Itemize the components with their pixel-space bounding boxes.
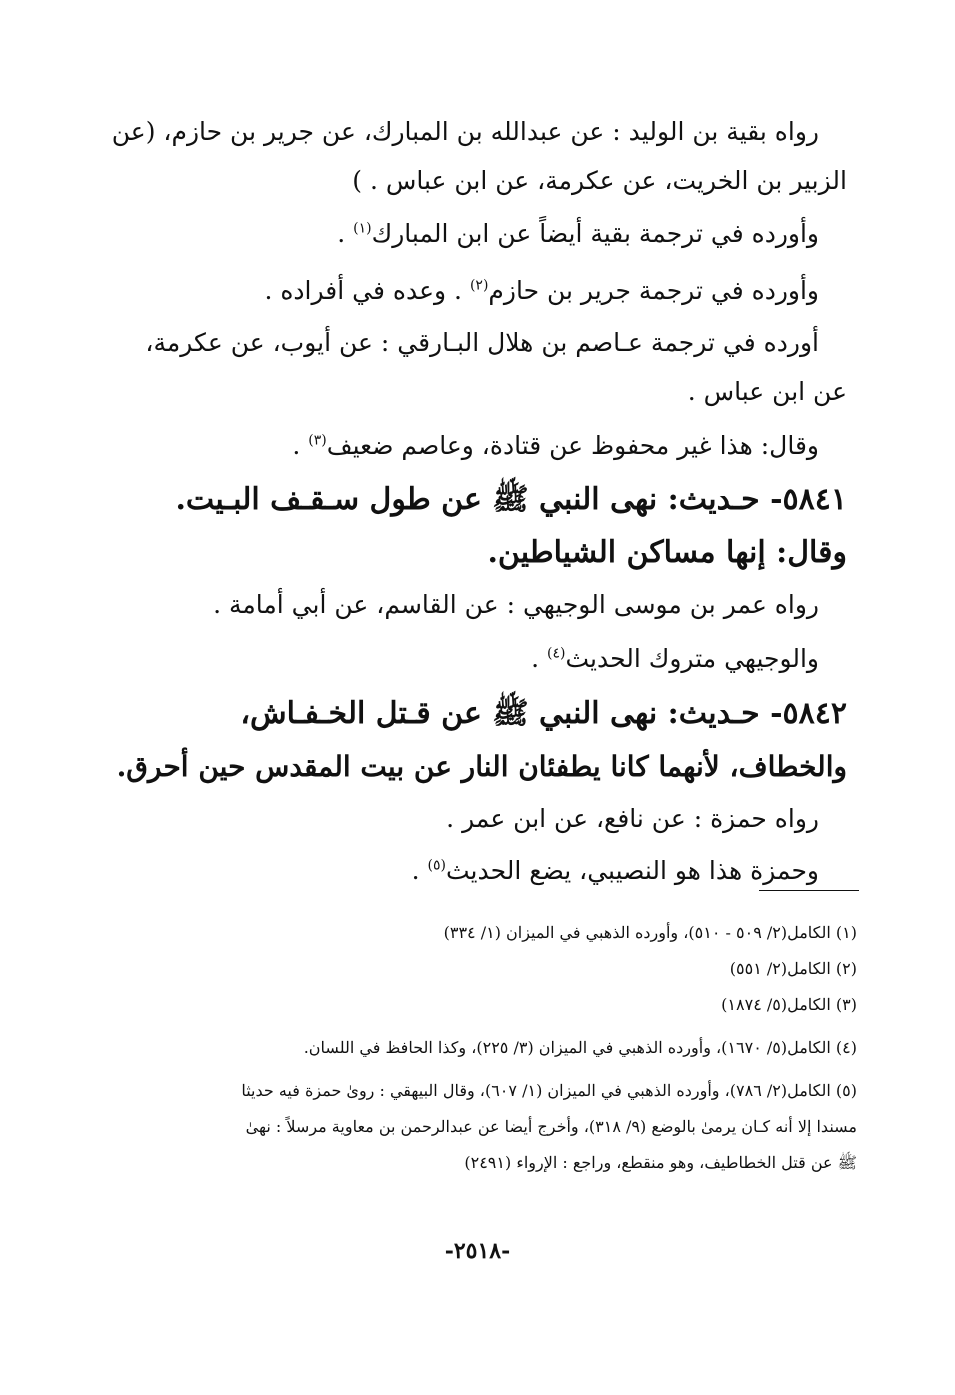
paragraph-line: رواه حمزة : عن نافع، عن ابن عمر . — [446, 804, 819, 833]
footnote: (٤) الكامل(٥/ ١٦٧٠)، وأورده الذهبي في الميزان (٣/ ٢٢٥)، وكذا الحافظ في اللسان. — [303, 1038, 857, 1057]
paragraph — [105, 418, 847, 474]
footnotes — [97, 915, 857, 1181]
paragraph-text: والوجيهي متروك الحديث — [565, 644, 819, 673]
paragraph-text: . وعده في أفراده . — [264, 276, 470, 305]
hadith-heading-line: والخطاف، لأنهما كانا يطفئان النار عن بيت المقدس حين أحرق. — [116, 750, 847, 783]
paragraph-text: وحمزة هذا هو النصيبي، يضع الحديث — [445, 856, 819, 885]
hadith-heading-line: ٥٨٤١- حـديث: نهى النبي ﷺ عن طول سـقـف البـيت. — [175, 482, 847, 517]
paragraph-text: وأورده في ترجمة بقية أيضاً عن ابن المبارك — [371, 219, 819, 248]
page-number: -٢٥١٨- — [444, 1238, 511, 1264]
footnote-separator — [759, 890, 859, 891]
footnote-ref: (٢) — [469, 277, 489, 294]
footnote-line: مسندا إلا أنه كـان يرمىٰ بالوضع (٩/ ٣١٨)، وأخرج أيضا عن عبدالرحمن بن معاوية مرسلاً : نهىٰ — [245, 1117, 857, 1136]
footnote-ref: (٣) — [308, 432, 327, 449]
paragraph-text: وأورده في ترجمة جرير بن حازم — [488, 276, 819, 305]
footnote: (٢) الكامل(٢/ ٥٥١) — [729, 959, 857, 978]
paragraph — [105, 206, 847, 262]
paragraph-line: رواه عمر بن موسى الوجيهي : عن القاسم، عن أبي أمامة . — [213, 590, 819, 619]
footnote-ref: (١) — [353, 220, 372, 237]
paragraph-text: . — [411, 856, 428, 885]
paragraph-line: رواه بقية بن الوليد : عن عبدالله بن المبارك، عن جرير بن حازم، (عن — [111, 117, 819, 146]
paragraph-line: الزبير بن الخريت، عن عكرمة، عن ابن عباس . ) — [352, 166, 847, 195]
paragraph-text: . — [337, 219, 354, 248]
footnote: (١) الكامل(٢/ ٥٠٩ - ٥١٠)، وأورده الذهبي في الميزان (١/ ٣٣٤) — [443, 923, 857, 942]
paragraph — [105, 844, 847, 898]
paragraph-line: أورده في ترجمة عـاصم بن هلال البـارقي : عن أيوب، عن عكرمة، — [145, 328, 819, 357]
paragraph-text: وقال: هذا غير محفوظ عن قتادة، وعاصم ضعيف — [326, 431, 819, 460]
main-text — [105, 108, 847, 898]
footnote-ref: (٤) — [546, 645, 566, 662]
paragraph-text: . — [531, 644, 547, 673]
footnote-line: (٥) الكامل(٢/ ٧٨٦)، وأورده الذهبي في الميزان (١/ ٦٠٧)، وقال البيهقي : روىٰ حمزة فيه حديثا — [241, 1081, 857, 1100]
paragraph-line: عن ابن عباس . — [687, 377, 847, 406]
paragraph-text: . — [292, 431, 309, 460]
footnote-line: ﷺ عن قتل الخطاطيف، وهو منقطع، وراجع : الإرواء (٢٤٩١) — [464, 1153, 857, 1172]
footnote: (٣) الكامل(٥/ ١٨٧٤) — [721, 995, 857, 1014]
hadith-heading-line: ٥٨٤٢- حـديث: نهى النبي ﷺ عن قـتل الخـفـاش، — [240, 696, 847, 731]
paragraph — [105, 262, 847, 320]
paragraph — [105, 630, 847, 688]
hadith-heading-line: وقال: إنها مساكن الشياطين. — [487, 535, 847, 570]
footnote-ref: (٥) — [427, 857, 446, 874]
